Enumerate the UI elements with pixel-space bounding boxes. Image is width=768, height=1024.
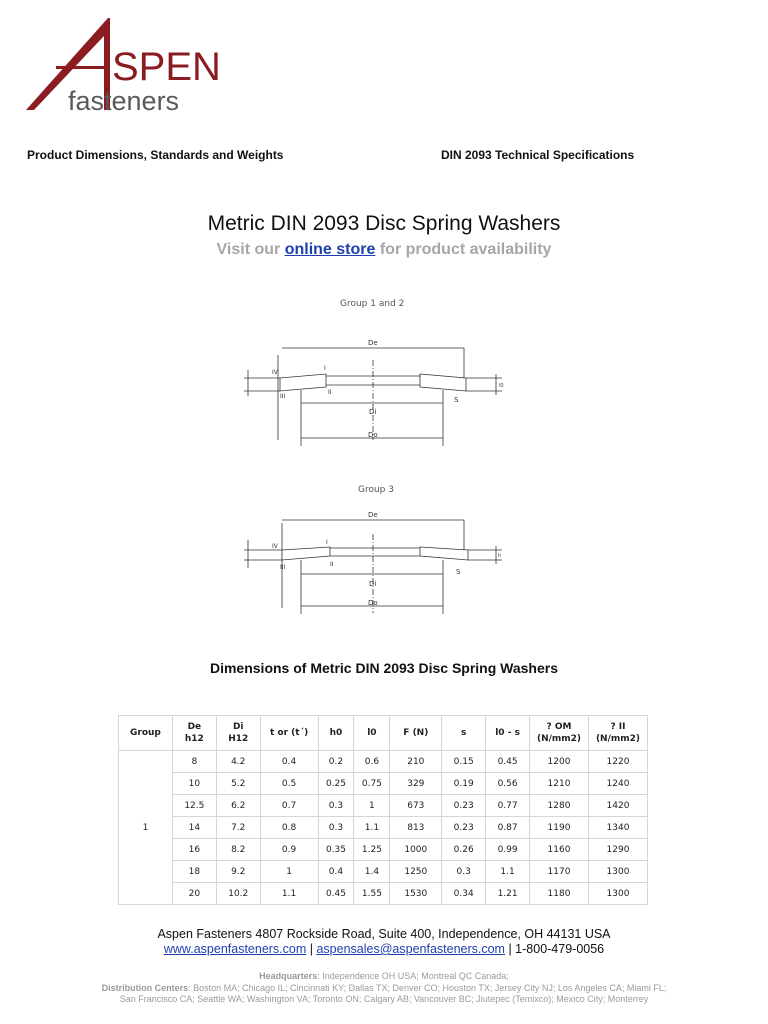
column-header [260, 716, 318, 751]
column-header [588, 716, 647, 751]
hq-label: Headquarters [259, 971, 318, 981]
table-cell: 0.8 [260, 817, 318, 839]
table-cell: 1240 [588, 773, 647, 795]
table-cell: 4.2 [216, 751, 260, 773]
table-cell: 12.5 [172, 795, 216, 817]
drawing1-l0-label: l0 [499, 383, 504, 389]
table-cell: 0.3 [318, 795, 354, 817]
column-header-text: s [461, 727, 467, 738]
table-cell: 0.9 [260, 839, 318, 861]
drawing1-De-label: De [368, 339, 378, 347]
logo-brand-bottom: fasteners [68, 86, 180, 114]
table-cell: 0.56 [486, 773, 530, 795]
table-cell: 0.23 [442, 795, 486, 817]
drawing1-S-label: S [454, 396, 459, 404]
distribution-line [0, 983, 768, 995]
table-cell: 1300 [588, 861, 647, 883]
contact-separator: | [306, 942, 317, 956]
table-cell: 1.55 [354, 883, 390, 905]
column-header-text: l0 - s [495, 727, 520, 738]
table-cell: 0.34 [442, 883, 486, 905]
table-row [119, 817, 648, 839]
table-cell: 1200 [530, 751, 589, 773]
table-cell: 0.5 [260, 773, 318, 795]
table-cell: 1.21 [486, 883, 530, 905]
phone-number: | 1-800-479-0056 [504, 942, 605, 956]
column-header-text: t or (t´) [269, 727, 309, 738]
table-cell: 18 [172, 861, 216, 883]
column-header-text: H12 [228, 734, 249, 744]
table-cell: 0.99 [486, 839, 530, 861]
table-cell: 0.3 [318, 817, 354, 839]
column-header [172, 716, 216, 751]
table-cell: 0.15 [442, 751, 486, 773]
footer-address: Aspen Fasteners 4807 Rockside Road, Suite 400, Independence, OH 44131 USA [157, 927, 611, 941]
table-cell: 1420 [588, 795, 647, 817]
table-cell: 1340 [588, 817, 647, 839]
drawing1-II-label: II [328, 389, 332, 396]
table-cell: 8.2 [216, 839, 260, 861]
drawing1-I-label: I [324, 365, 326, 372]
table-cell: 0.3 [442, 861, 486, 883]
table-row [119, 861, 648, 883]
table-title: Dimensions of Metric DIN 2093 Disc Spring Washers [209, 660, 559, 676]
table-cell: 1280 [530, 795, 589, 817]
table-cell: 0.6 [354, 751, 390, 773]
drawing2-S-label: S [456, 568, 461, 576]
table-row [119, 839, 648, 861]
table-row [119, 795, 648, 817]
logo-brand-top: SPEN [112, 45, 221, 89]
table-cell: 7.2 [216, 817, 260, 839]
table-row [119, 883, 648, 905]
table-cell: 1.1 [260, 883, 318, 905]
drawing2-II-label: II [330, 561, 334, 568]
table-cell: 0.25 [318, 773, 354, 795]
drawing1-caption: Group 1 and 2 [340, 299, 405, 309]
drawing2-I-label: I [326, 539, 328, 546]
column-header-text: h12 [184, 734, 204, 744]
column-header-text: F (N) [403, 727, 429, 738]
table-cell: 5.2 [216, 773, 260, 795]
column-header [318, 716, 354, 751]
online-store-link[interactable]: online store [284, 241, 376, 258]
drawing-group-3 [230, 478, 530, 618]
table-cell: 1.4 [354, 861, 390, 883]
drawing1-Do-label: Do [368, 431, 378, 439]
headquarters-line [0, 971, 768, 983]
visit-prefix: Visit our [216, 241, 285, 258]
table-row [119, 751, 648, 773]
distribution-line-2: San Francisco CA; Seattle WA; Washington VA; Toronto ON; Calgary AB; Vancouver BC; Jiutepec (Temixco); Mexico City; Monterrey [119, 994, 649, 1004]
column-header-text: Di [232, 721, 244, 732]
column-header-text: ? OM [546, 721, 572, 732]
dc-label: Distribution Centers [101, 982, 189, 993]
table-cell: 0.45 [318, 883, 354, 905]
table-cell: 1180 [530, 883, 589, 905]
column-header [390, 716, 442, 751]
table-cell: 1290 [588, 839, 647, 861]
table-cell: 329 [390, 773, 442, 795]
table-cell: 210 [390, 751, 442, 773]
table-cell: 0.23 [442, 817, 486, 839]
logo-a-crossbar [56, 66, 110, 69]
table-cell: 0.35 [318, 839, 354, 861]
table-cell: 813 [390, 817, 442, 839]
table-cell: 1190 [530, 817, 589, 839]
email-link[interactable]: aspensales@aspenfasteners.com [316, 942, 505, 956]
table-cell: 0.19 [442, 773, 486, 795]
column-header-text: Group [130, 727, 161, 738]
group-cell: 1 [119, 751, 173, 905]
table-row [119, 773, 648, 795]
header-left-text: Product Dimensions, Standards and Weights [27, 148, 284, 162]
drawing-group-1-2 [230, 290, 530, 450]
column-header [119, 716, 173, 751]
dimensions-table [118, 715, 648, 905]
table-cell: 14 [172, 817, 216, 839]
table-cell: 0.77 [486, 795, 530, 817]
aspen-fasteners-logo[interactable] [24, 14, 246, 114]
table-cell: 10 [172, 773, 216, 795]
drawing2-caption: Group 3 [358, 485, 394, 495]
table-cell: 16 [172, 839, 216, 861]
drawing2-III-label: III [280, 564, 286, 571]
table-header-row [119, 716, 648, 751]
table-cell: 1250 [390, 861, 442, 883]
drawing2-De-label: De [368, 511, 378, 519]
table-cell: 0.7 [260, 795, 318, 817]
column-header-text: l0 [367, 727, 377, 738]
drawing1-IV-label: IV [272, 369, 278, 376]
table-cell: 1000 [390, 839, 442, 861]
table-cell: 1160 [530, 839, 589, 861]
drawing1-III-label: III [280, 393, 286, 400]
table-cell: 8 [172, 751, 216, 773]
column-header [486, 716, 530, 751]
drawing1-Di-label: Di [369, 408, 377, 416]
table-cell: 1210 [530, 773, 589, 795]
footer-contact-line [0, 942, 768, 956]
table-cell: 1.25 [354, 839, 390, 861]
table-cell: 1530 [390, 883, 442, 905]
table-cell: 0.4 [318, 861, 354, 883]
drawing2-IV-label: IV [272, 543, 278, 550]
column-header-text: (N/mm2) [595, 734, 641, 744]
table-cell: 9.2 [216, 861, 260, 883]
visit-store-line [0, 241, 768, 259]
table-cell: 1300 [588, 883, 647, 905]
locations-footer [0, 971, 768, 1006]
drawing2-Di-label: Di [369, 580, 377, 588]
visit-suffix: for product availability [375, 241, 552, 258]
table-cell: 6.2 [216, 795, 260, 817]
table-cell: 1.1 [486, 861, 530, 883]
table-cell: 0.4 [260, 751, 318, 773]
column-header [216, 716, 260, 751]
table-cell: 20 [172, 883, 216, 905]
table-cell: 1220 [588, 751, 647, 773]
table-cell: 1.1 [354, 817, 390, 839]
drawing2-h-label: h [498, 553, 502, 559]
table-cell: 673 [390, 795, 442, 817]
column-header-text: De [187, 721, 202, 732]
table-cell: 10.2 [216, 883, 260, 905]
table-cell: 0.26 [442, 839, 486, 861]
column-header [354, 716, 390, 751]
table-cell: 0.2 [318, 751, 354, 773]
column-header [442, 716, 486, 751]
table-cell: 0.87 [486, 817, 530, 839]
column-header-text: (N/mm2) [536, 734, 582, 744]
column-header-text: h0 [329, 727, 343, 738]
table-cell: 0.45 [486, 751, 530, 773]
table-cell: 0.75 [354, 773, 390, 795]
drawing2-Do-label: Do [368, 599, 378, 607]
website-link[interactable]: www.aspenfasteners.com [163, 942, 307, 956]
column-header-text: ? II [610, 721, 626, 732]
table-cell: 1 [354, 795, 390, 817]
dc-text: : Boston MA; Chicago IL; Cincinnati KY; Dallas TX; Denver CO; Houston TX; Jersey City NJ; Los Angeles CA; Miami FL; [188, 982, 667, 993]
table-cell: 1 [260, 861, 318, 883]
table-cell: 1170 [530, 861, 589, 883]
header-right-text: DIN 2093 Technical Specifications [441, 148, 635, 162]
column-header [530, 716, 589, 751]
page-title: Metric DIN 2093 Disc Spring Washers [207, 212, 561, 235]
hq-text: : Independence OH USA; Montreal QC Canada; [317, 971, 509, 981]
